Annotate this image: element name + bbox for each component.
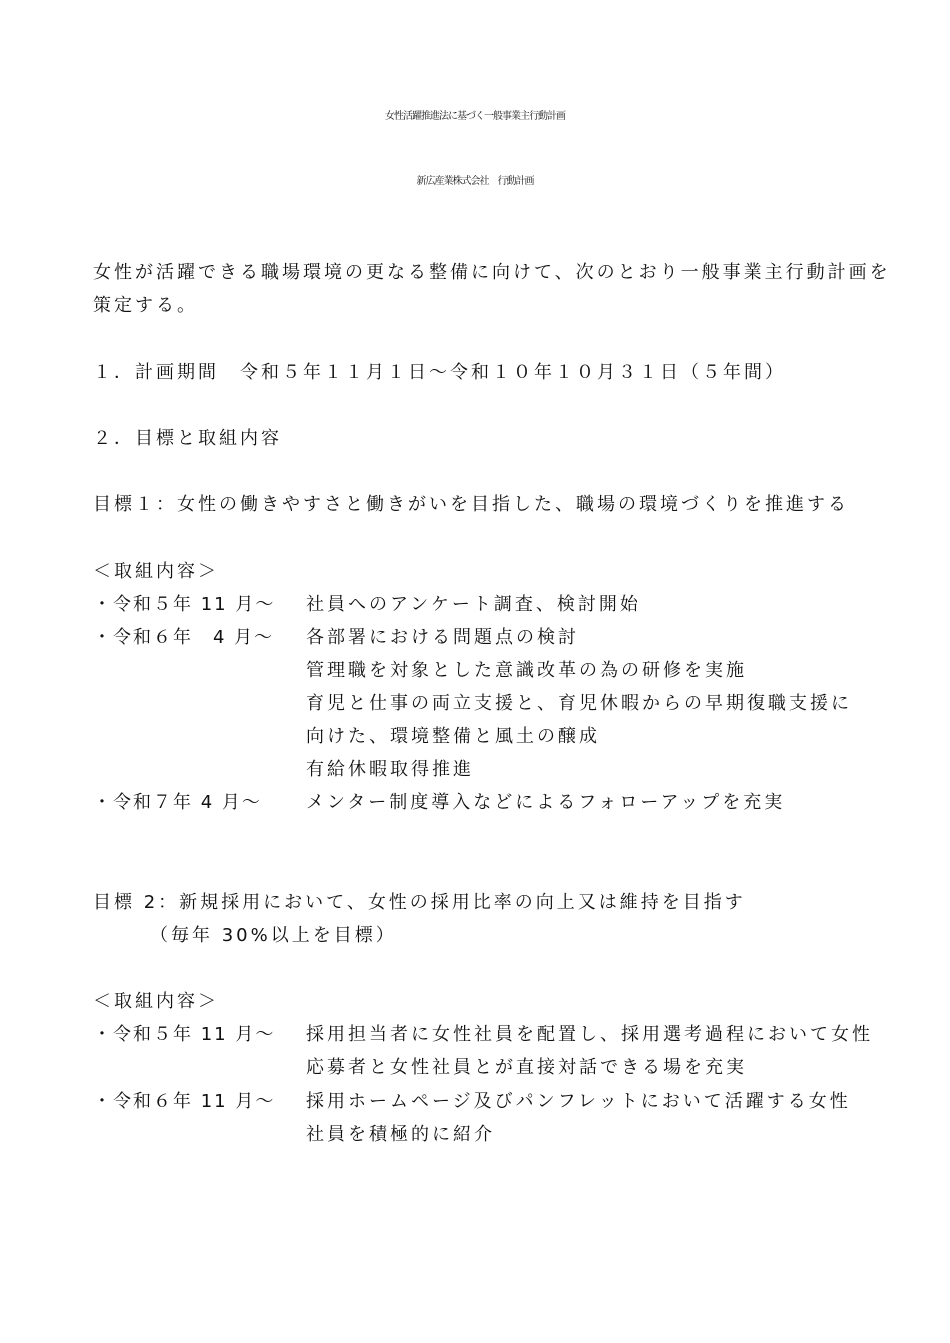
- goal1-item2-line4: 向けた、環境整備と風土の醸成: [306, 726, 600, 747]
- goal2-item1-line2: 応募者と女性社員とが直接対話できる場を充実: [306, 1057, 747, 1078]
- goal2-item1-line1: 採用担当者に女性社員を配置し、採用選考過程において女性: [306, 1024, 873, 1045]
- plan-period: １．計画期間 令和５年１１月１日～令和１０年１０月３１日（５年間）: [93, 362, 786, 383]
- goal1-item2-line3: 育児と仕事の両立支援と、育児休暇からの早期復職支援に: [306, 693, 852, 714]
- goal2-item2-line1: 採用ホームページ及びパンフレットにおいて活躍する女性: [306, 1091, 851, 1112]
- goal2-actions-heading: ＜取組内容＞: [93, 991, 219, 1012]
- goal2-item1-date: ・令和５年 11 月～: [93, 1024, 276, 1045]
- goal1-item2-date: ・令和６年 4 月～: [93, 627, 275, 648]
- goal2-item2-date: ・令和６年 11 月～: [93, 1091, 276, 1112]
- document-title: 女性活躍推進法に基づく一般事業主行動計画: [385, 111, 565, 122]
- goal1-actions-heading: ＜取組内容＞: [93, 561, 219, 582]
- goal1-item2-line2: 管理職を対象とした意識改革の為の研修を実施: [306, 660, 747, 681]
- goal1-item3-date: ・令和７年 4 月～: [93, 792, 262, 813]
- goal1-item2-line5: 有給休暇取得推進: [306, 759, 474, 780]
- goal2-item2-line2: 社員を積極的に紹介: [306, 1124, 495, 1145]
- goal1-item1-date: ・令和５年 11 月～: [93, 594, 276, 615]
- goal1-heading: 目標１：女性の働きやすさと働きがいを目指した、職場の環境づくりを推進する: [93, 494, 849, 515]
- goal2-heading: 目標 2：新規採用において、女性の採用比率の向上又は維持を目指す: [93, 892, 746, 913]
- intro-line-2: 策定する。: [93, 295, 198, 316]
- intro-line-1: 女性が活躍できる職場環境の更なる整備に向けて、次のとおり一般事業主行動計画を: [93, 262, 891, 283]
- goal1-item1-line1: 社員へのアンケート調査、検討開始: [306, 594, 641, 615]
- goal2-note: （毎年 30%以上を目標）: [150, 925, 397, 946]
- goals-heading: ２．目標と取組内容: [93, 428, 282, 449]
- company-plan-title: 新広産業株式会社 行動計画: [416, 176, 534, 187]
- goal1-item3-line1: メンター制度導入などによるフォローアップを充実: [306, 792, 786, 813]
- goal1-item2-line1: 各部署における問題点の検討: [306, 627, 579, 648]
